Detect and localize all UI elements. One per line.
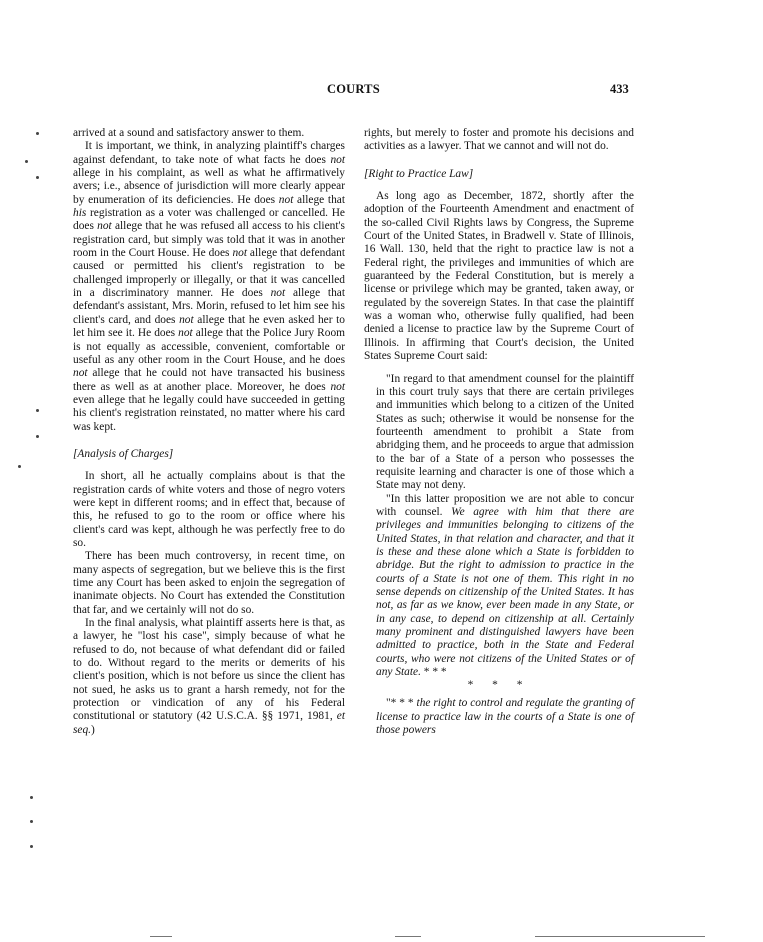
block-quote: "* * * the right to control and regulate the granting of license to practice law in the courts of a State is one of those powers [376, 697, 635, 737]
page-number: 433 [610, 82, 629, 96]
scan-speck [18, 465, 21, 468]
paragraph: It is important, we think, in analyzing plaintiff's charges against defendant, to take note of what facts he does not allege in his complaint, as well as what he affirmatively avers; i.e., absence of jurisdiction will more clearly appear by enumeration of its deficiencies. He does not allege that his registration as a voter was challenged or cancelled. He does not allege that he was refused all access to his client's registration card, but simply was told that it was in another room in the Court House. He does not allege that defendant caused or permitted his client's registration to be challenged improperly or illegally, or that it was cancelled in a discriminatory manner. He does not allege that defendant's assistant, Mrs. Morin, refused to let him see his client's card, and does not allege that he even asked her to let him see it. He does not allege that the Police Jury Room is not equally as accessible, convenient, comfortable or useful as any other room in the Court House, and he does not allege that he could not have transacted his business there as well as at another place. Moreover, he does not even allege that he legally could have succeeded in getting his client's registration reinstated, no matter where his card was kept. [73, 140, 346, 433]
left-column [73, 127, 345, 737]
scan-speck [36, 176, 39, 179]
paragraph: arrived at a sound and satisfactory answer to them. [73, 127, 305, 139]
paragraph: There has been much controversy, in recent time, on many aspects of segregation, but we believe this is the first time any Court has been asked to enjoin the segregation of inanimate objects. No Court has extended the Constitution that far, and we certainly will not do so. [73, 550, 345, 616]
scan-speck [36, 409, 39, 412]
page-header [0, 82, 763, 100]
block-quote: "In regard to that amendment counsel for the plaintiff in this court truly says that there are certain privileges and immunities which belong to a citizen of the United States as such; otherwise it would be nonsense for the fourteenth amendment to prohibit a State from abridging them, and he proceeds to argue that admission to the bar of a State of a person who possesses the requisite learning and character is one of those which a State may not deny. [376, 372, 634, 492]
scan-speck [36, 132, 39, 135]
right-column [364, 127, 634, 737]
paragraph: In short, all he actually complains about is that the registration cards of white voters and those of negro voters were kept in different rooms; and in effect that, because of this, he refused to go to the room or office where his client's card was kept, although he was perfectly free to do so. [73, 470, 345, 549]
scan-speck [30, 845, 33, 848]
scan-speck [30, 820, 33, 823]
paragraph: As long ago as December, 1872, shortly after the adoption of the Fourteenth Amendment and enactment of the so-called Civil Rights laws by Congress, the Supreme Court of the United States, in Bradwell v. State of Illinois, 16 Wall. 130, held that the right to practice law is not a Federal right, the privileges and immunities of which are guaranteed by the Federal Constitution, but is merely a license or privilege which may be granted, taken away, or regulated by the sovereign States. In that case the plaintiff was a woman who, otherwise fully qualified, had been denied a license to practice law by the Supreme Court of Illinois. In affirming that Court's decision, the United States Supreme Court said: [364, 190, 634, 363]
scan-rule [150, 936, 172, 937]
scan-rule [395, 936, 421, 937]
section-heading: [Right to Practice Law] [364, 167, 474, 180]
scan-speck [36, 435, 39, 438]
paragraph: In the final analysis, what plaintiff asserts here is that, as a lawyer, he "lost his case", simply because of what he refused to do, not because of what defendant did or failed to do. Without regard to the merits or demerits of his client's position, which is not before us since the client has not sued, he asks us to grant a harsh remedy, not for the protection or vindication of any of his Federal constitutional or statutory (42 U.S.C.A. §§ 1971, 1981, et seq.) [73, 617, 345, 736]
paragraph: rights, but merely to foster and promote his decisions and activities as a lawyer. That we cannot and will not do. [364, 127, 634, 153]
scan-speck [25, 160, 28, 163]
scan-speck [30, 796, 33, 799]
section-heading: [Analysis of Charges] [73, 447, 174, 460]
block-quote: "In this latter proposition we are not able to concur with counsel. We agree with him that there are privileges and immunities belonging to citizens of the United States, in that relation and character, and that it is these and these alone which a State is forbidden to abridge. But the right to admission to practice in the courts of a State is not one of them. This right in no sense depends on citizenship of the United States. It has not, as far as we know, ever been made in any State, or in any case, to depend on citizenship at all. Certainly many prominent and distinguished lawyers have been admitted to practice, both in the State and Federal courts, who were not citizens of the United States or of any State. * * * [376, 492, 634, 679]
scan-rule [535, 936, 705, 937]
ellipsis-stars: * * * [467, 679, 531, 692]
running-title: COURTS [327, 82, 380, 96]
